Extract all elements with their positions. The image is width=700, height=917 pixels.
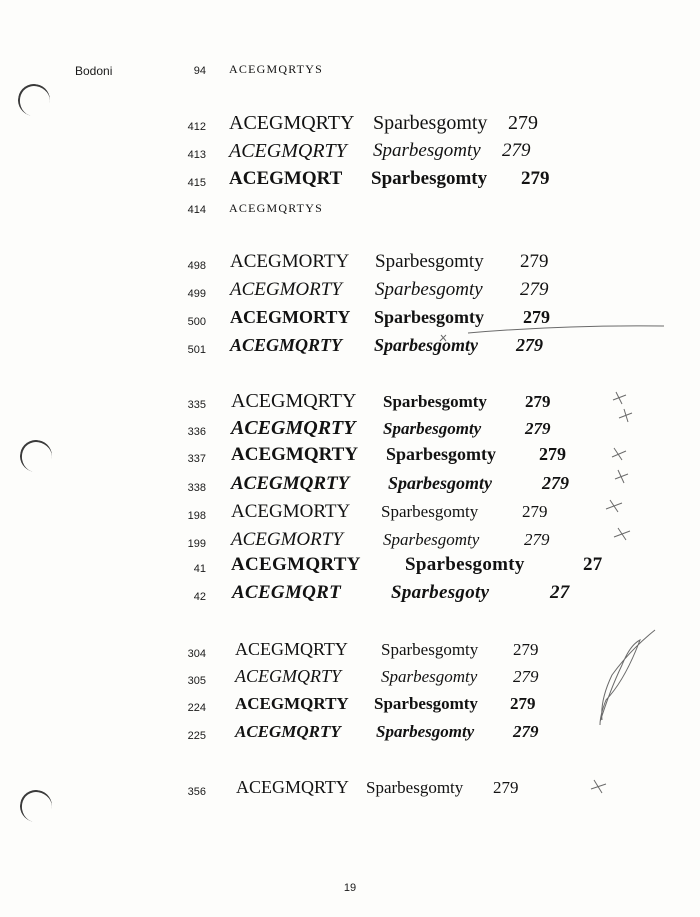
figures-sample: 27 xyxy=(583,554,603,575)
lowercase-sample: Sparbesgomty xyxy=(383,530,480,549)
tick-mark xyxy=(619,409,632,422)
lowercase-sample: Sparbesgomty xyxy=(374,307,485,327)
lowercase-sample: Sparbesgomty xyxy=(373,112,488,134)
lowercase-sample: Sparbesgomty xyxy=(366,778,464,797)
caps-sample: ACEGMQRTY xyxy=(235,639,348,659)
figures-sample: 27 xyxy=(550,582,570,603)
style-number: 225 xyxy=(187,730,206,742)
style-number: 304 xyxy=(187,648,206,660)
style-number: 94 xyxy=(193,65,206,77)
style-number: 337 xyxy=(187,453,206,465)
style-number: 199 xyxy=(187,538,206,550)
style-number: 500 xyxy=(187,316,206,328)
lowercase-sample: Sparbesgomty xyxy=(371,168,488,189)
tick-mark xyxy=(613,392,626,404)
style-number: 412 xyxy=(187,121,206,133)
style-number: 335 xyxy=(187,399,206,411)
caps-sample: ACEGMORTY xyxy=(231,501,351,522)
caps-sample: ACEGMORTY xyxy=(230,251,350,272)
figures-sample: 279 xyxy=(525,419,551,438)
caps-sample: ACEGMQRTY xyxy=(236,777,349,797)
caps-sample: ACEGMQRTY xyxy=(235,694,349,713)
style-number: 336 xyxy=(187,426,206,438)
figures-sample: 279 xyxy=(522,502,548,521)
style-number: 498 xyxy=(187,260,206,272)
style-number: 499 xyxy=(187,288,206,300)
lowercase-sample: Sparbesgomty xyxy=(374,335,479,355)
style-number: 356 xyxy=(187,786,206,798)
lowercase-sample: Sparbesgomty xyxy=(381,640,479,659)
caps-sample: ACEGMQRTY xyxy=(231,554,361,575)
tick-mark xyxy=(615,470,628,483)
style-number: 224 xyxy=(187,702,206,714)
figures-sample: 279 xyxy=(520,279,549,300)
style-number: 414 xyxy=(187,204,206,216)
figures-sample: 279 xyxy=(542,473,569,493)
caps-sample: ACEGMORTY xyxy=(230,307,351,327)
figures-sample: 279 xyxy=(523,307,550,327)
lowercase-sample: Sparbesgomty xyxy=(375,251,484,272)
style-number: 41 xyxy=(193,563,206,575)
style-number: 415 xyxy=(187,177,206,189)
figures-sample: 279 xyxy=(493,778,519,797)
lowercase-sample: Sparbesgomty xyxy=(373,140,481,161)
lowercase-sample: Sparbesgomty xyxy=(375,279,483,300)
figures-sample: 279 xyxy=(513,640,539,659)
tick-mark xyxy=(612,448,626,460)
caps-sample: ACEGMQRTYS xyxy=(229,201,323,215)
figures-sample: 279 xyxy=(525,392,551,411)
style-number: 42 xyxy=(193,591,206,603)
lowercase-sample: Sparbesgomty xyxy=(383,392,487,411)
style-number: 198 xyxy=(187,510,206,522)
caps-sample: ACEGMQRTY xyxy=(229,140,347,162)
style-number: 338 xyxy=(187,482,206,494)
binder-hole xyxy=(15,81,52,118)
figures-sample: 279 xyxy=(516,335,543,355)
caps-sample: ACEGMQRT xyxy=(229,168,343,189)
figures-sample: 279 xyxy=(521,168,550,189)
tick-mark xyxy=(606,500,622,512)
figures-sample: 279 xyxy=(513,722,539,741)
caps-sample: ACEGMQRTY xyxy=(231,390,357,412)
lowercase-sample: Sparbesgoty xyxy=(391,582,490,603)
lowercase-sample: Sparbesgomty xyxy=(374,694,478,713)
tick-mark xyxy=(614,528,630,540)
lowercase-sample: Sparbesgomty xyxy=(386,444,497,464)
lowercase-sample: Sparbesgomty xyxy=(381,502,479,521)
figures-sample: 279 xyxy=(520,251,549,272)
strike-line xyxy=(468,326,664,333)
caps-sample: ACEGMQRTY xyxy=(229,112,355,134)
figures-sample: 279 xyxy=(510,694,536,713)
caps-sample: ACEGMORTY xyxy=(231,529,343,550)
page-number: 19 xyxy=(343,882,357,894)
font-family-label: Bodoni xyxy=(75,64,113,78)
figures-sample: 279 xyxy=(524,530,550,549)
caps-sample: ACEGMQRTY xyxy=(230,335,343,355)
tick-mark xyxy=(591,780,606,793)
caps-sample: ACEGMQRTY xyxy=(231,444,359,465)
large-slash-mark xyxy=(600,630,655,725)
figures-sample: 279 xyxy=(508,112,538,134)
caps-sample: ACEGMQRTY xyxy=(231,473,350,494)
caps-sample: ACEGMQRTY xyxy=(235,666,342,686)
lowercase-sample: Sparbesgomty xyxy=(383,419,482,438)
caps-sample: ACEGMQRTY xyxy=(231,417,356,439)
lowercase-sample: Sparbesgomty xyxy=(388,473,493,493)
style-number: 305 xyxy=(187,675,206,687)
lowercase-sample: Sparbesgomty xyxy=(381,667,478,686)
caps-sample: ACEGMQRTYS xyxy=(229,62,323,76)
lowercase-sample: Sparbesgomty xyxy=(405,554,525,575)
figures-sample: 279 xyxy=(539,444,566,464)
caps-sample: ACEGMQRTY xyxy=(235,722,341,741)
lowercase-sample: Sparbesgomty xyxy=(376,722,475,741)
figures-sample: 279 xyxy=(513,667,539,686)
style-number: 501 xyxy=(187,344,206,356)
figures-sample: 279 xyxy=(502,140,531,161)
style-number: 413 xyxy=(187,149,206,161)
caps-sample: ACEGMORTY xyxy=(230,279,342,300)
caps-sample: ACEGMQRT xyxy=(232,582,342,603)
